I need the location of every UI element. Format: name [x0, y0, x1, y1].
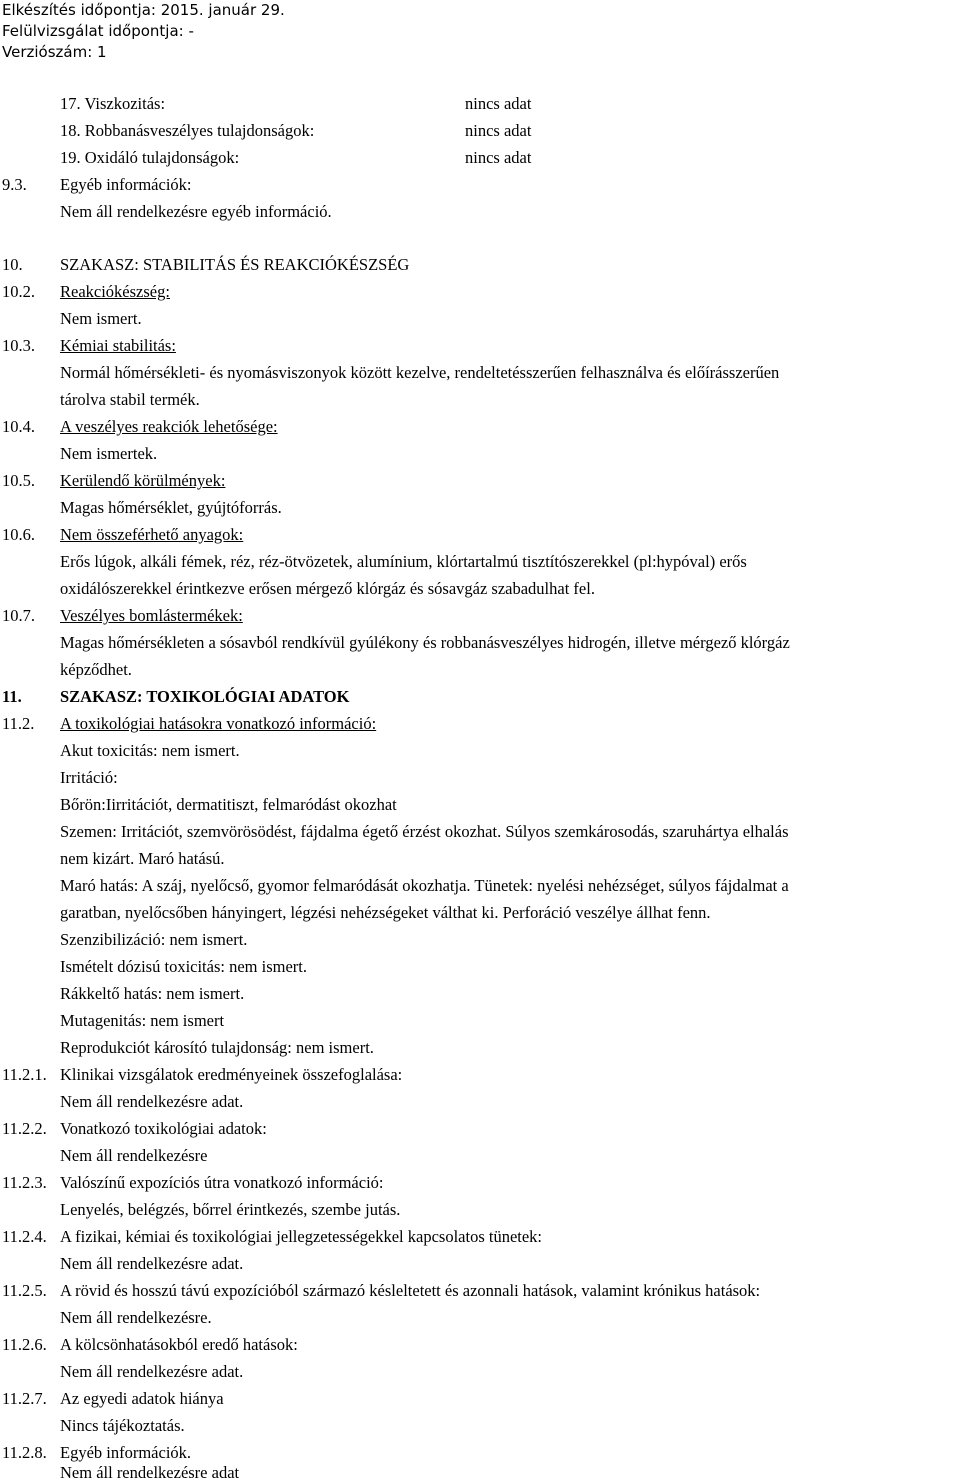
subsection-number: 11.2.1. [2, 1065, 47, 1084]
subsection-title: A rövid és hosszú távú expozícióból származó késleltetett és azonnali hatások, valamint krónikus hatások: [60, 1281, 761, 1300]
tox-sensitization: Szenzibilizáció: nem ismert. [60, 930, 248, 949]
section-10-3-text-line1: Normál hőmérsékleti- és nyomásviszonyok között kezelve, rendeltetésszerűen felhasználva és előírásszerűen [60, 363, 780, 382]
section-11-2-title: A toxikológiai hatásokra vonatkozó információ: [60, 714, 377, 733]
tox-corrosive-line1: Maró hatás: A száj, nyelőcső, gyomor felmaródását okozhatja. Tünetek: nyelési nehézséget, súlyos fájdalmat a [60, 876, 789, 895]
subsection-text: Nem áll rendelkezésre [60, 1146, 208, 1165]
section-10-title: SZAKASZ: STABILITÁS ÉS REAKCIÓKÉSZSÉG [60, 255, 410, 274]
header-revision-date: Felülvizsgálat időpontja: - [2, 22, 194, 40]
subsection-number: 11.2.5. [2, 1281, 47, 1300]
subsection-number: 11.2.8. [2, 1443, 47, 1462]
section-10-2-title: Reakciókészség: [60, 282, 170, 301]
section-9-3-text: Nem áll rendelkezésre egyéb információ. [60, 202, 332, 221]
subsection-title: A fizikai, kémiai és toxikológiai jellegzetességekkel kapcsolatos tünetek: [60, 1227, 543, 1246]
tox-reproductive: Reprodukciót károsító tulajdonság: nem ismert. [60, 1038, 374, 1057]
subsection-text: Nem áll rendelkezésre. [60, 1308, 212, 1327]
tox-corrosive-line2: garatban, nyelőcsőben hányingert, légzési nehézségeket válthat ki. Perforáció veszélye állhat fenn. [60, 903, 711, 922]
subsection-number: 11.2.7. [2, 1389, 47, 1408]
section-11-number: 11. [2, 687, 22, 706]
section-10-3-title: Kémiai stabilitás: [60, 336, 176, 355]
subsection-title: Valószínű expozíciós útra vonatkozó információ: [60, 1173, 384, 1192]
section-10-3-text-line2: tárolva stabil termék. [60, 390, 200, 409]
header-version: Verziószám: 1 [2, 43, 107, 61]
tox-eye-line1: Szemen: Irritációt, szemvörösödést, fájdalma égető érzést okozhat. Súlyos szemkárosodás, szaruhártya elhalás [60, 822, 789, 841]
subsection-number: 11.2.2. [2, 1119, 47, 1138]
property-viscosity-label: 17. Viszkozitás: [60, 94, 166, 113]
section-10-7-text-line2: képződhet. [60, 660, 132, 679]
section-10-5-title: Kerülendő körülmények: [60, 471, 226, 490]
section-10-2-text: Nem ismert. [60, 309, 142, 328]
tox-skin: Bőrön:Iirritációt, dermatitiszt, felmaródást okozhat [60, 795, 397, 814]
property-oxidizing-label: 19. Oxidáló tulajdonságok: [60, 148, 240, 167]
section-10-7-text-line1: Magas hőmérsékleten a sósavból rendkívül gyúlékony és robbanásveszélyes hidrogén, illetve mérgező klórgáz [60, 633, 790, 652]
section-11-title: SZAKASZ: TOXIKOLÓGIAI ADATOK [60, 687, 350, 706]
section-10-6-text-line2: oxidálószerekkel érintkezve erősen mérgező klórgáz és sósavgáz szabadulhat fel. [60, 579, 595, 598]
section-10-2-number: 10.2. [2, 282, 35, 301]
property-viscosity-value: nincs adat [465, 94, 532, 113]
subsection-text: Lenyelés, belégzés, bőrrel érintkezés, szembe jutás. [60, 1200, 401, 1219]
section-10-4-title: A veszélyes reakciók lehetősége: [60, 417, 278, 436]
section-9-3-number: 9.3. [2, 175, 27, 194]
section-9-3-title: Egyéb információk: [60, 175, 192, 194]
section-10-4-text: Nem ismertek. [60, 444, 158, 463]
subsection-text: Nem áll rendelkezésre adat. [60, 1092, 244, 1111]
subsection-text: Nincs tájékoztatás. [60, 1416, 185, 1435]
tox-acute: Akut toxicitás: nem ismert. [60, 741, 240, 760]
tox-eye-line2: nem kizárt. Maró hatású. [60, 849, 225, 868]
header-created-date: Elkészítés időpontja: 2015. január 29. [2, 1, 285, 19]
section-10-number: 10. [2, 255, 23, 274]
section-10-5-text: Magas hőmérséklet, gyújtóforrás. [60, 498, 282, 517]
subsection-title: A kölcsönhatásokból eredő hatások: [60, 1335, 298, 1354]
subsection-title: Egyéb információk. [60, 1443, 192, 1462]
section-10-6-text-line1: Erős lúgok, alkáli fémek, réz, réz-ötvözetek, alumínium, klórtartalmú tisztítószerekkel (pl:hypóval) erős [60, 552, 747, 571]
tox-carcinogenicity: Rákkeltő hatás: nem ismert. [60, 984, 245, 1003]
property-explosive-label: 18. Robbanásveszélyes tulajdonságok: [60, 121, 315, 140]
subsection-title: Klinikai vizsgálatok eredményeinek összefoglalása: [60, 1065, 403, 1084]
section-10-7-number: 10.7. [2, 606, 35, 625]
subsection-text: Nem áll rendelkezésre adat. [60, 1362, 244, 1381]
property-oxidizing-value: nincs adat [465, 148, 532, 167]
section-10-6-number: 10.6. [2, 525, 35, 544]
subsection-title: Az egyedi adatok hiánya [60, 1389, 224, 1408]
subsection-number: 11.2.6. [2, 1335, 47, 1354]
property-explosive-value: nincs adat [465, 121, 532, 140]
section-10-5-number: 10.5. [2, 471, 35, 490]
subsection-number: 11.2.3. [2, 1173, 47, 1192]
subsection-title: Vonatkozó toxikológiai adatok: [60, 1119, 267, 1138]
subsection-number: 11.2.4. [2, 1227, 47, 1246]
section-10-7-title: Veszélyes bomlástermékek: [60, 606, 243, 625]
tox-irritation-heading: Irritáció: [60, 768, 118, 787]
tox-repeated-dose: Ismételt dózisú toxicitás: nem ismert. [60, 957, 307, 976]
subsection-text: Nem áll rendelkezésre adat [60, 1463, 240, 1482]
section-10-3-number: 10.3. [2, 336, 35, 355]
section-10-6-title: Nem összeférhető anyagok: [60, 525, 244, 544]
section-11-2-number: 11.2. [2, 714, 35, 733]
tox-mutagenicity: Mutagenitás: nem ismert [60, 1011, 225, 1030]
section-10-4-number: 10.4. [2, 417, 35, 436]
subsection-text: Nem áll rendelkezésre adat. [60, 1254, 244, 1273]
